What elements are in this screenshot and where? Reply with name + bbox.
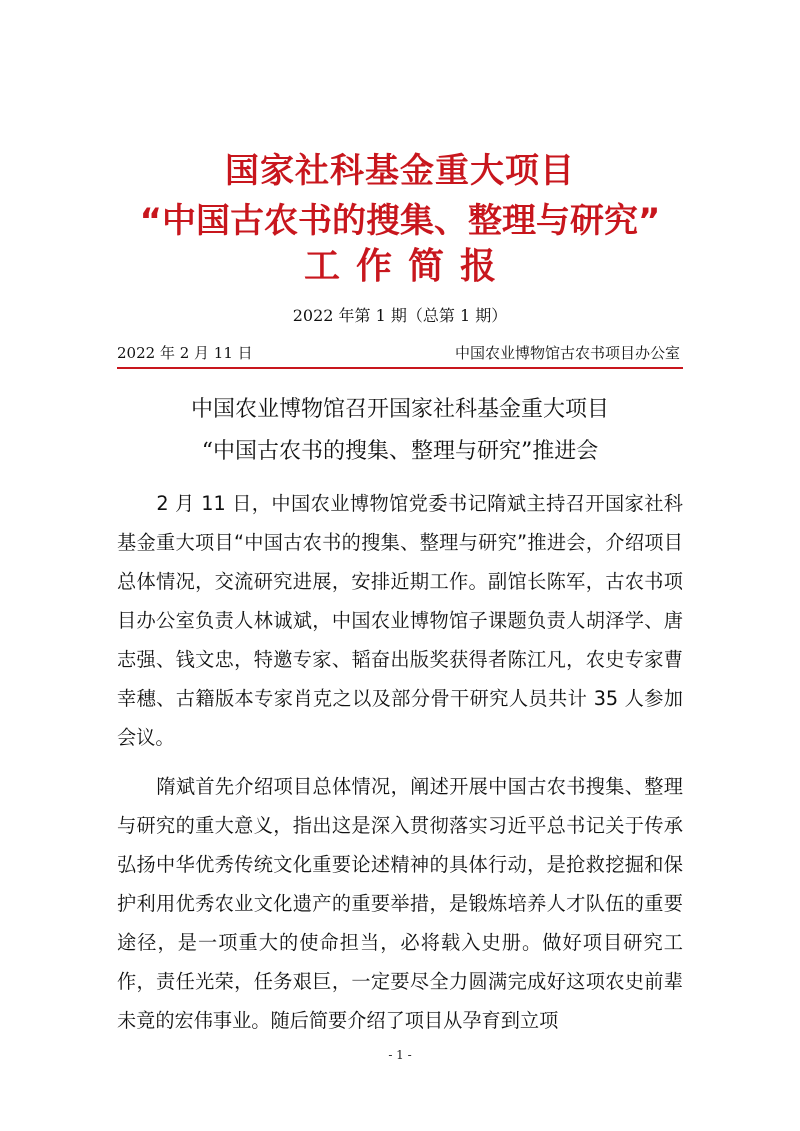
- article-title-line-2: “中国古农书的搜集、整理与研究”推进会: [201, 439, 599, 464]
- issuing-office: 中国农业博物馆古农书项目办公室: [454, 344, 680, 362]
- masthead-project-title: “中国古农书的搜集、整理与研究”: [139, 201, 661, 241]
- publish-date: 2022 年 2 月 11 日: [117, 344, 253, 362]
- article-paragraph: 隋斌首先介绍项目总体情况，阐述开展中国古农书搜集、整理与研究的重大意义，指出这是深入贯彻落实习近平总书记关于传承弘扬中华优秀传统文化重要论述精神的具体行动，是抢救挖掘和保护利用优秀农业文化遗产的重要举措，是锻炼培养人才队伍的重要途径，是一项重大的使命担当，必将载入史册。做好项目研究工作，责任光荣，任务艰巨，一定要尽全力圆满完成好这项农史前辈未竟的宏伟事业。随后简要介绍了项目从孕育到立项: [117, 775, 683, 1032]
- article-title-line-1: 中国农业博物馆召开国家社科基金重大项目: [190, 397, 609, 422]
- article-body: [117, 484, 683, 1050]
- masthead-bulletin-title: 工作简报: [303, 246, 512, 287]
- article-paragraph: 2 月 11 日，中国农业博物馆党委书记隋斌主持召开国家社科基金重大项目“中国古农书的搜集、整理与研究”推进会，介绍项目总体情况，交流研究进展，安排近期工作。副馆长陈军，古农书项目办公室负责人林诚斌，中国农业博物馆子课题负责人胡泽学、唐志强、钱文忠，特邀专家、韬奋出版奖获得者陈江凡，农史专家曹幸穗、古籍版本专家肖克之以及部分骨干研究人员共计 35 人参加会议。: [117, 492, 683, 749]
- header-divider: [117, 367, 683, 369]
- masthead-project-line: 国家社科基金重大项目: [225, 151, 575, 191]
- page-number: - 1 -: [388, 1048, 412, 1062]
- issue-number: 2022 年第 1 期（总第 1 期）: [292, 306, 508, 325]
